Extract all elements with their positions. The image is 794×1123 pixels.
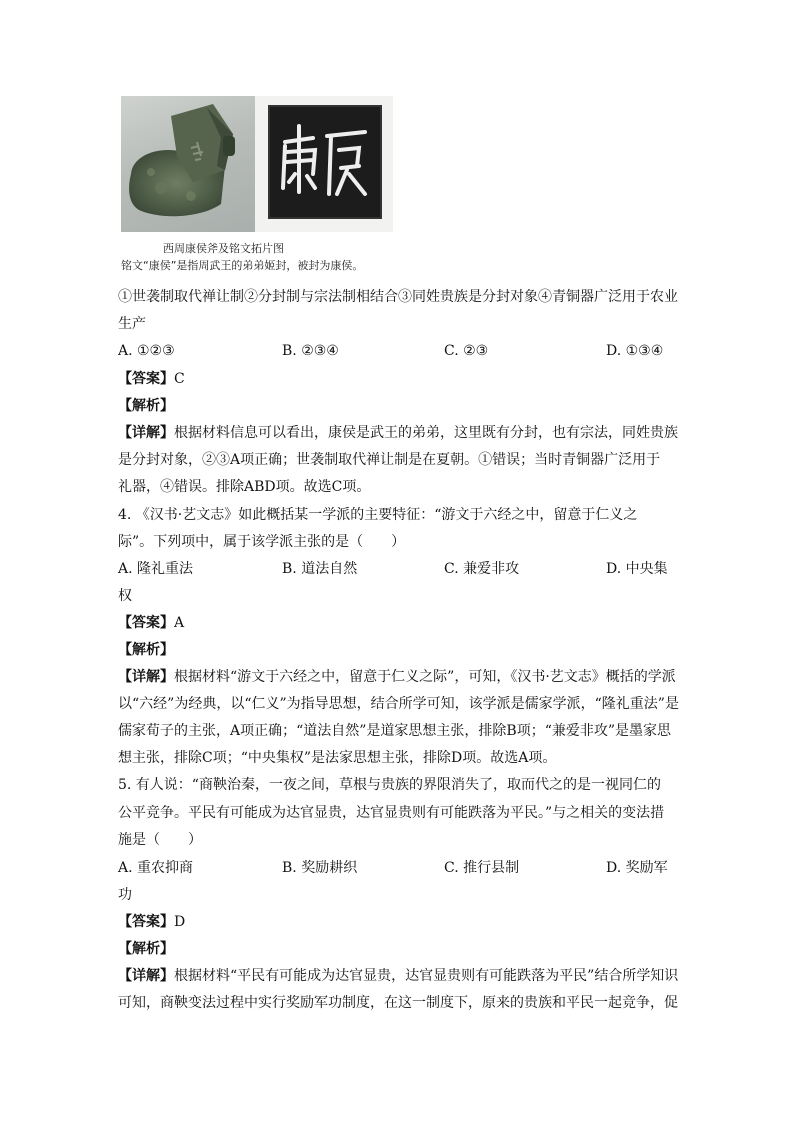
detail-tag: 【详解】 [118, 669, 174, 685]
detail-tag: 【详解】 [118, 425, 174, 441]
q5-answer [118, 913, 185, 931]
q5-detail-line1 [118, 967, 678, 985]
q4-option-c: C. 兼爱非攻 [444, 561, 520, 577]
q3-option-c: C. ②③ [444, 343, 489, 359]
q3-option-a: A. ①②③ [118, 343, 175, 359]
q5-stem-line2: 公平竞争。平民有可能成为达官显贵，达官显贵则有可能跌落为平民。”与之相关的变法措 [118, 805, 665, 821]
detail-text: 根据材料信息可以看出，康侯是武王的弟弟，这里既有分封，也有宗法，同姓贵族 [174, 425, 678, 441]
inscription-rubbing [255, 96, 393, 232]
q3-detail-line2: 是分封对象，②③A项正确；世袭制取代禅让制是在夏朝。①错误；当时青铜器广泛用于 [118, 452, 661, 468]
q4-detail-line3: 儒家荀子的主张，A项正确；“道法自然”是道家思想主张，排除B项；“兼爱非攻”是墨家思 [118, 723, 672, 739]
q5-analysis-tag: 【解析】 [118, 941, 174, 957]
q3-analysis-tag: 【解析】 [118, 398, 174, 414]
artifact-figure [121, 96, 393, 232]
detail-text: 根据材料“平民有可能成为达官显贵，达官显贵则有可能跌落为平民”结合所学知识 [174, 968, 679, 984]
q4-analysis-tag: 【解析】 [118, 642, 174, 658]
q3-answer [118, 370, 185, 388]
q3-statements-line2: 生产 [118, 316, 146, 332]
bronze-axe-photo [121, 96, 255, 232]
detail-tag: 【详解】 [118, 968, 174, 984]
figure-note: 铭文“康侯”是指周武王的弟弟姬封，被封为康侯。 [121, 259, 364, 272]
q5-stem-line1: 5. 有人说：“商鞅治秦，一夜之间，草根与贵族的界限消失了，取而代之的是一视同仁的 [118, 777, 661, 793]
q4-detail-line1 [118, 668, 676, 686]
q4-option-b: B. 道法自然 [282, 561, 358, 577]
q4-detail-line2: 以“六经”为经典，以“仁义”为指导思想，结合所学可知，该学派是儒家学派，“隆礼重法”是 [118, 696, 679, 712]
answer-value: A [174, 615, 185, 631]
q4-answer [118, 614, 184, 632]
answer-tag: 【答案】 [118, 371, 174, 387]
answer-value: D [174, 914, 186, 930]
q4-option-wrap: 权 [118, 588, 132, 604]
q3-option-d: D. ①③④ [606, 343, 664, 359]
q5-option-c: C. 推行县制 [444, 860, 520, 876]
q4-option-a: A. 隆礼重法 [118, 561, 194, 577]
q5-option-a: A. 重农抑商 [118, 860, 194, 876]
q5-option-d: D. 奖励军 [606, 860, 668, 876]
q3-statements-line1: ①世袭制取代禅让制②分封制与宗法制相结合③同姓贵族是分封对象④青铜器广泛用于农业 [118, 289, 678, 305]
q4-option-d: D. 中央集 [606, 561, 668, 577]
detail-text: 根据材料“游文于六经之中，留意于仁义之际”，可知，《汉书·艺文志》概括的学派 [174, 669, 676, 685]
q5-option-b: B. 奖励耕织 [282, 860, 358, 876]
q3-detail-line1 [118, 424, 678, 442]
q3-detail-line3: 礼器，④错误。排除ABD项。故选C项。 [118, 479, 371, 495]
figure-caption: 西周康侯斧及铭文拓片图 [163, 242, 284, 255]
q5-stem-line3: 施是（ ） [118, 832, 202, 848]
answer-tag: 【答案】 [118, 914, 174, 930]
q3-option-b: B. ②③④ [282, 343, 339, 359]
answer-value: C [174, 371, 185, 387]
q4-detail-line4: 想主张，排除C项；“中央集权”是法家思想主张，排除D项。故选A项。 [118, 750, 557, 766]
answer-tag: 【答案】 [118, 615, 174, 631]
q4-stem-line2: 际”。下列项中，属于该学派主张的是（ ） [118, 534, 406, 550]
q4-stem-line1: 4. 《汉书·艺文志》如此概括某一学派的主要特征：“游文于六经之中，留意于仁义之 [118, 507, 638, 523]
q5-detail-line2: 可知，商鞅变法过程中实行奖励军功制度，在这一制度下，原来的贵族和平民一起竞争，促 [118, 995, 678, 1011]
q5-option-wrap: 功 [118, 887, 132, 903]
